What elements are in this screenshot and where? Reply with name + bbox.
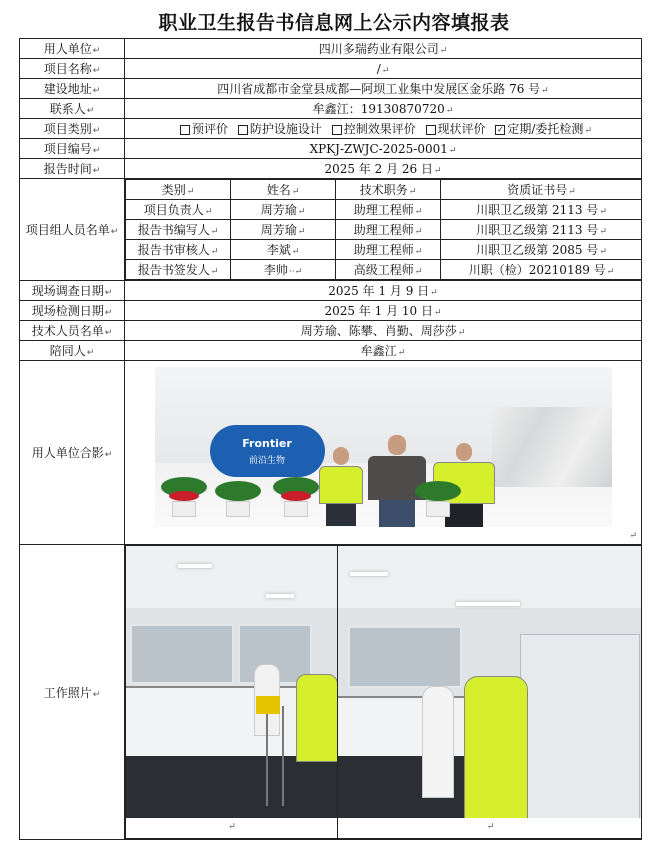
category-options: 预评价 防护设施设计 控制效果评价 现状评价 ✓ 定期/委托检测↵ — [125, 119, 642, 139]
team-table — [125, 179, 642, 280]
category-option-1: 防护设施设计 — [249, 122, 322, 136]
work-photo-left-cell: ↵ — [126, 546, 338, 839]
team-cell-title: 助理工程师↵ — [336, 200, 441, 220]
team-header-row — [126, 180, 642, 200]
group-photo-cell: Frontier 前沿生物 ↵ — [125, 361, 642, 545]
report-time-value: 2025 年 2 月 26 日↵ — [125, 159, 642, 179]
company-logo: Frontier 前沿生物 — [210, 425, 325, 477]
page-title: 职业卫生报告书信息网上公示内容填报表 — [158, 12, 510, 34]
row-group-photo — [20, 361, 642, 545]
team-cell — [125, 179, 642, 281]
tripod — [266, 706, 284, 806]
survey-date-label: 现场调查日期↵ — [20, 281, 125, 301]
team-row — [126, 240, 642, 260]
team-row — [126, 200, 642, 220]
project-name-label: 项目名称↵ — [20, 59, 125, 79]
lab-worker — [422, 686, 454, 798]
team-row — [126, 220, 642, 240]
team-cell-role: 报告书签发人↵ — [126, 260, 231, 280]
plant — [161, 477, 207, 517]
team-cell-title: 助理工程师↵ — [336, 220, 441, 240]
employer-label: 用人单位↵ — [20, 39, 125, 59]
category-option-4: 定期/委托检测 — [507, 122, 584, 136]
project-no-value: XPKJ-ZWJC-2025-0001↵ — [125, 139, 642, 159]
team-cell-role: 报告书审核人↵ — [126, 240, 231, 260]
work-photo-label: 工作照片↵ — [20, 545, 125, 840]
team-cell-name: 李帅··↵ — [231, 260, 336, 280]
row-address — [20, 79, 642, 99]
sampling-device — [256, 696, 280, 714]
team-cell-cert: 川职卫乙级第 2113 号↵ — [441, 220, 642, 240]
contact-label: 联系人↵ — [20, 99, 125, 119]
row-contact — [20, 99, 642, 119]
team-header: 类别↵ — [126, 180, 231, 200]
work-photo-cell — [125, 545, 642, 840]
inspector — [464, 676, 528, 818]
team-cell-name: 周芳瑜↵ — [231, 200, 336, 220]
row-project-no — [20, 139, 642, 159]
work-photo-grid — [125, 545, 642, 839]
category-checkbox-2[interactable] — [332, 125, 342, 135]
row-project-name — [20, 59, 642, 79]
test-date-value: 2025 年 1 月 10 日↵ — [125, 301, 642, 321]
category-label: 项目类别↵ — [20, 119, 125, 139]
escort-value: 牟鑫江↵ — [125, 341, 642, 361]
project-name-value: /↵ — [125, 59, 642, 79]
team-cell-name: 周芳瑜↵ — [231, 220, 336, 240]
row-survey-date — [20, 281, 642, 301]
plant — [215, 481, 261, 517]
team-cell-title: 高级工程师↵ — [336, 260, 441, 280]
category-checkbox-1[interactable] — [238, 125, 248, 135]
disclosure-form — [19, 38, 642, 840]
category-checkbox-3[interactable] — [426, 125, 436, 135]
category-option-3: 现状评价 — [437, 122, 486, 136]
address-label: 建设地址↵ — [20, 79, 125, 99]
plant — [273, 477, 319, 517]
inspector — [296, 674, 337, 762]
row-team — [20, 179, 642, 281]
team-row — [126, 260, 642, 280]
team-header: 资质证书号↵ — [441, 180, 642, 200]
address-value: 四川省成都市金堂县成都—阿坝工业集中发展区金乐路 76 号↵ — [125, 79, 642, 99]
row-work-photo — [20, 545, 642, 840]
team-header: 技术职务↵ — [336, 180, 441, 200]
employer-value: 四川多瑞药业有限公司↵ — [125, 39, 642, 59]
category-option-0: 预评价 — [192, 122, 229, 136]
group-photo-label: 用人单位合影↵ — [20, 361, 125, 545]
work-photo-1 — [126, 546, 337, 818]
team-cell-cert: 川职卫乙级第 2085 号↵ — [441, 240, 642, 260]
team-header: 姓名↵ — [231, 180, 336, 200]
escort-label: 陪同人↵ — [20, 341, 125, 361]
row-report-time — [20, 159, 642, 179]
row-employer — [20, 39, 642, 59]
plant — [415, 481, 461, 517]
test-date-label: 现场检测日期↵ — [20, 301, 125, 321]
team-cell-name: 李斌↵ — [231, 240, 336, 260]
team-label: 项目组人员名单↵ — [20, 179, 125, 281]
work-photo-right-cell: ↵ — [338, 546, 642, 839]
survey-date-value: 2025 年 1 月 9 日↵ — [125, 281, 642, 301]
project-no-label: 项目编号↵ — [20, 139, 125, 159]
row-test-date — [20, 301, 642, 321]
work-photo-2 — [338, 546, 642, 818]
team-cell-cert: 川职（检）20210189 号↵ — [441, 260, 642, 280]
category-checkbox-4[interactable] — [495, 125, 505, 135]
category-option-2: 控制效果评价 — [343, 122, 416, 136]
team-cell-title: 助理工程师↵ — [336, 240, 441, 260]
contact-value: 牟鑫江：19130870720↵ — [125, 99, 642, 119]
group-photo — [155, 367, 612, 527]
team-cell-role: 项目负责人↵ — [126, 200, 231, 220]
row-tech-staff — [20, 321, 642, 341]
row-category — [20, 119, 642, 139]
tech-staff-value: 周芳瑜、陈攀、肖勤、周莎莎↵ — [125, 321, 642, 341]
person-left — [318, 447, 364, 526]
row-escort — [20, 341, 642, 361]
team-cell-cert: 川职卫乙级第 2113 号↵ — [441, 200, 642, 220]
report-time-label: 报告时间↵ — [20, 159, 125, 179]
tech-staff-label: 技术人员名单↵ — [20, 321, 125, 341]
category-checkbox-0[interactable] — [180, 125, 190, 135]
team-cell-role: 报告书编写人↵ — [126, 220, 231, 240]
